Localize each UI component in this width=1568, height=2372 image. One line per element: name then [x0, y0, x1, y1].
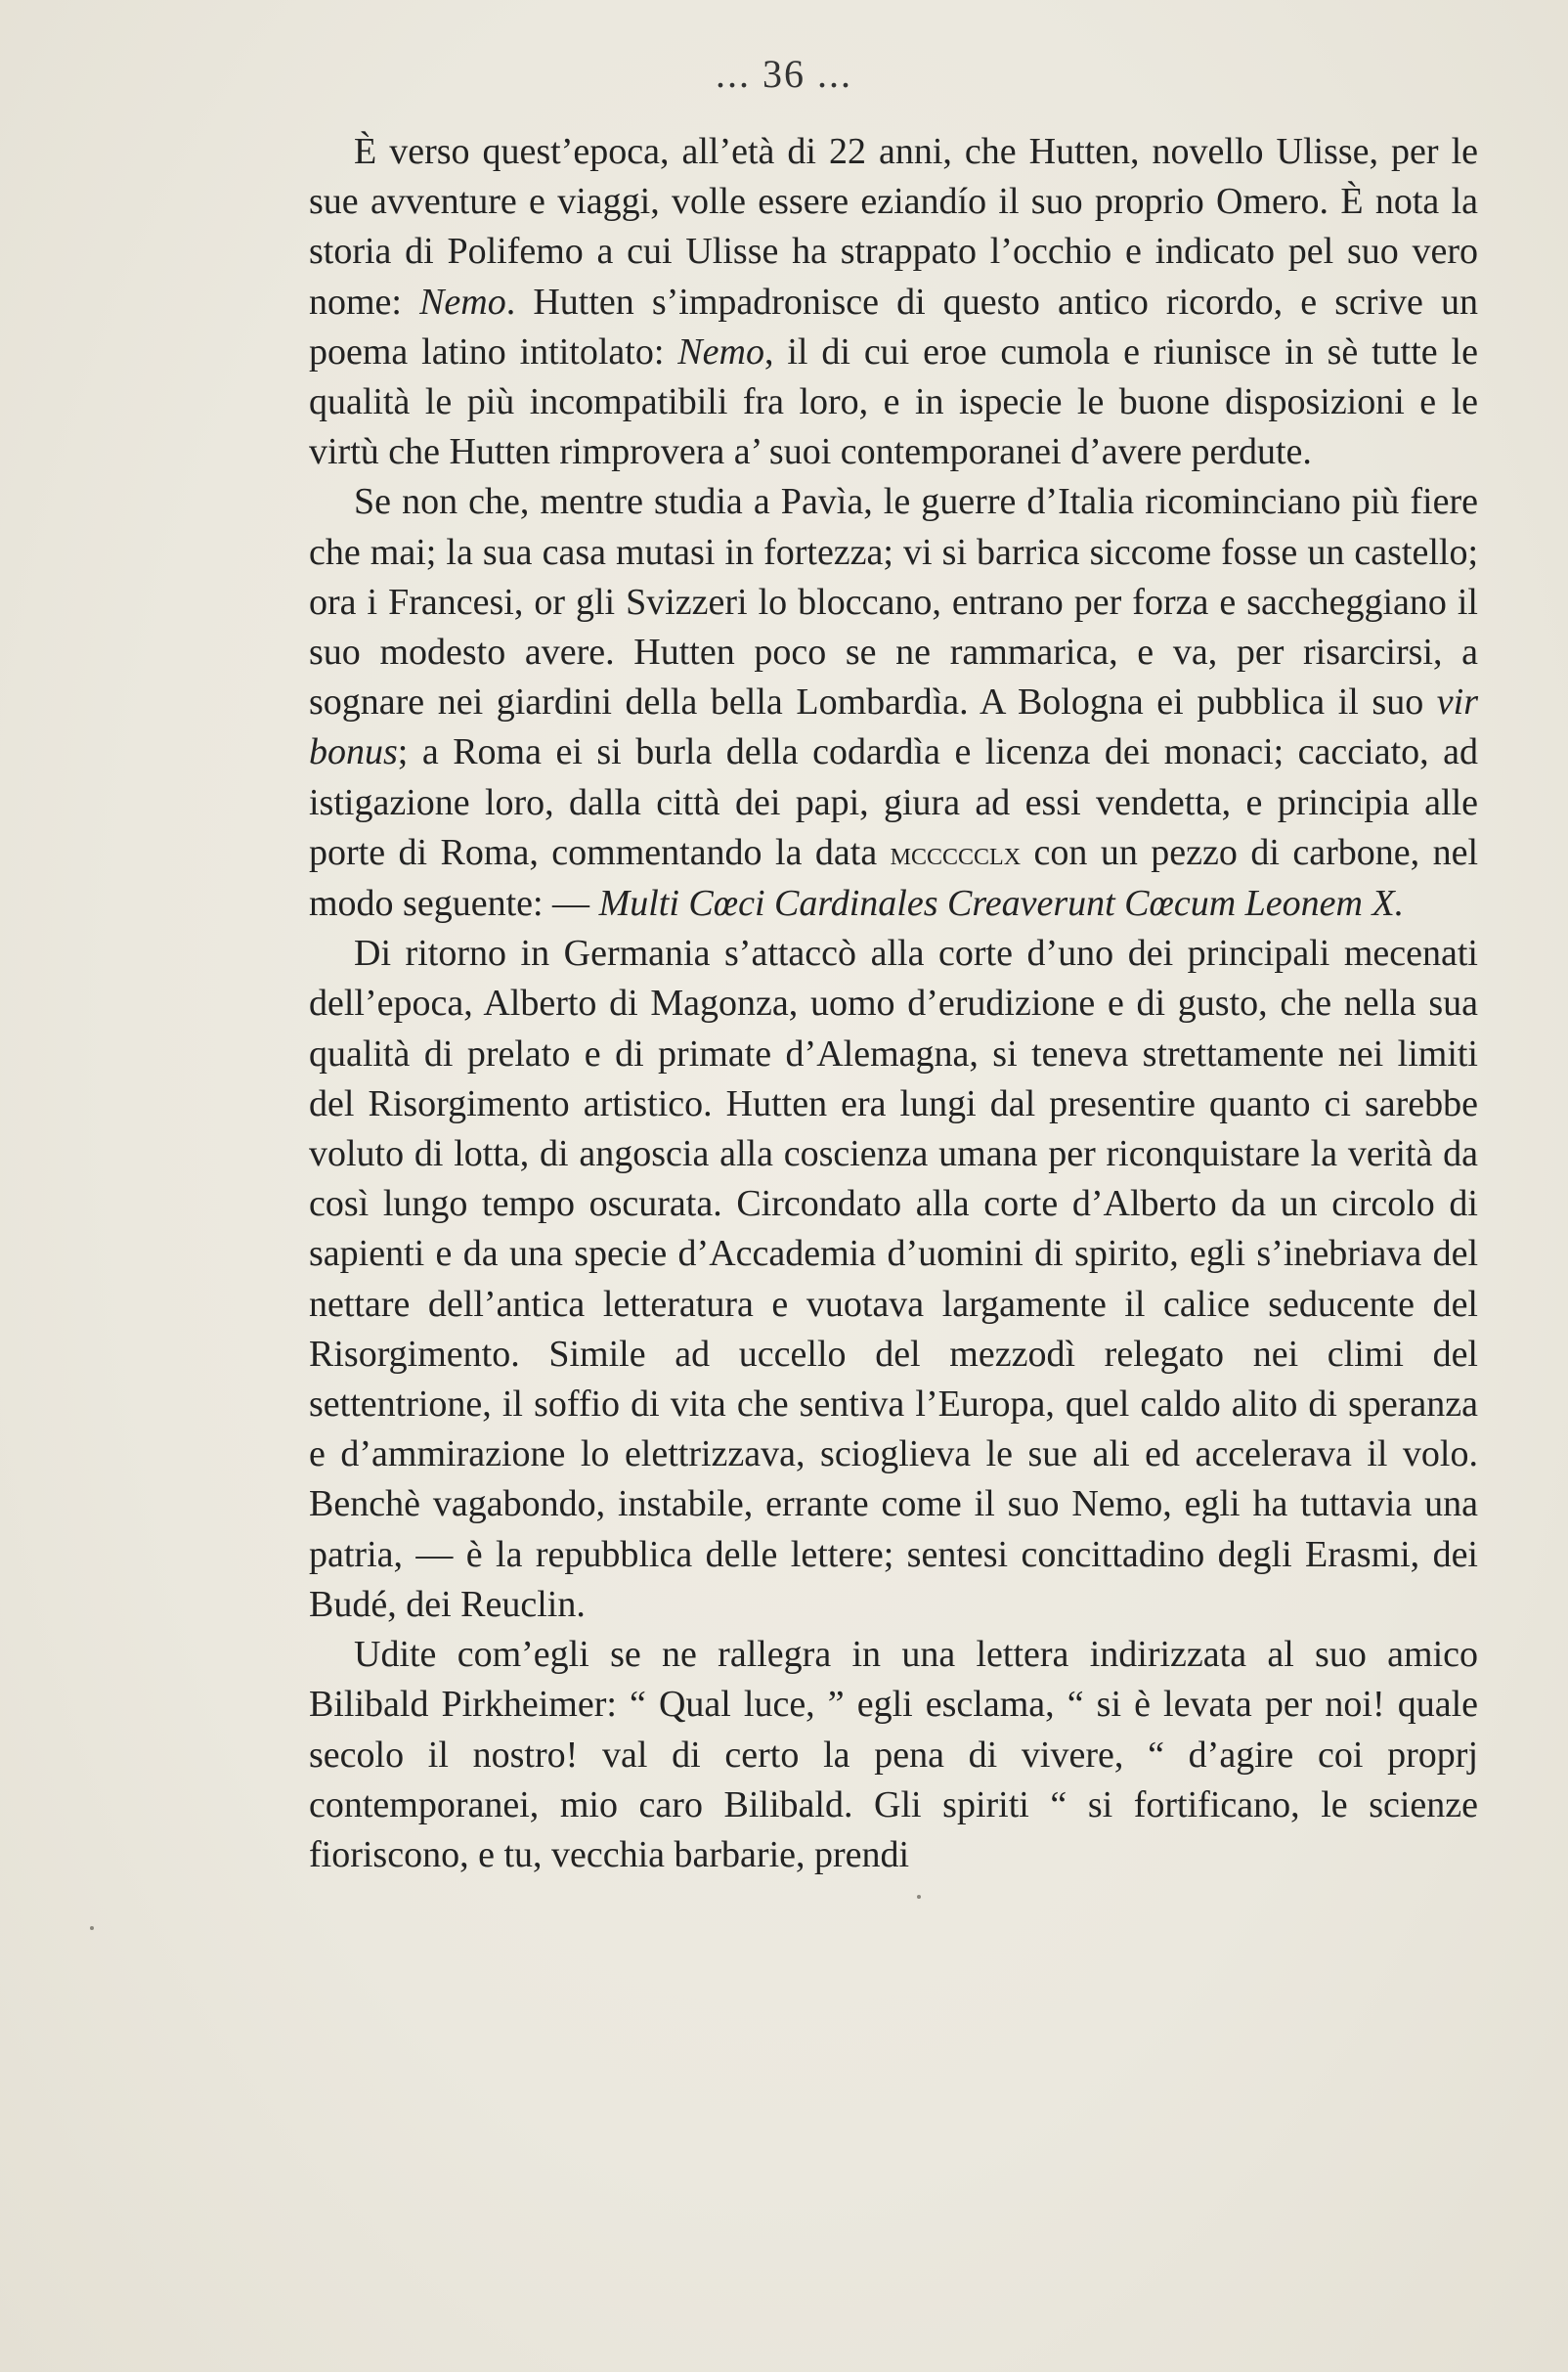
italic-text: Nemo — [419, 281, 506, 323]
paragraph — [309, 477, 1478, 929]
paper-speck — [90, 1926, 94, 1930]
italic-text: Multi Cœci Cardinales Creaverunt Cœcum Leonem X. — [598, 883, 1405, 925]
text-run: Udite com’egli se ne rallegra in una lettera indirizzata al suo amico Bilibald Pirkheimer: “ Qual luce, ” egli esclama, “ si è levata per noi! quale secolo il nostro! val di certo la pena di vivere, “ d’agire coi proprj contemporanei, mio caro Bilibald. Gli spiriti “ si fortificano, le scienze fioriscono, e tu, vecchia barbarie, prendi — [309, 1634, 1478, 1875]
page-number: ... 36 ... — [716, 52, 852, 96]
body-text — [309, 127, 1478, 1880]
text-run: ; a Roma ei si burla della codardìa e licenza dei monaci; cacciato, ad istigazione loro, dalla città dei papi, giura ad essi vendetta, e principia alle porte di Roma, commentando la data — [309, 731, 1478, 873]
paper-speck — [917, 1895, 921, 1899]
italic-text: vir bonus — [309, 681, 1478, 773]
text-run: , il di cui eroe cumola e riunisce in sè tutte le qualità le più incompatibili fra loro, e in ispecie le buone disposizioni e le virtù che Hutten rimprovera a’ suoi contemporanei d’avere perdute. — [309, 330, 1478, 473]
text-run: con un pezzo di carbone, nel modo seguente: — — [309, 831, 1478, 925]
text-run: Di ritorno in Germania s’attaccò alla corte d’uno dei principali mecenati dell’epoca, Alberto di Magonza, uomo d’erudizione e di gusto, che nella sua qualità di prelato e di primate d’Alemagna, si teneva strettamente nei limiti del Risorgimento artistico. Hutten era lungi dal presentire quanto ci sarebbe voluto di lotta, di angoscia alla coscienza umana per riconquistare la verità da così lungo tempo oscurata. Circondato alla corte d’Alberto da un circolo di sapienti e da una specie d’Accademia d’uomini di spirito, egli s’inebriava del nettare dell’antica letteratura e vuotava largamente il calice seducente del Risorgimento. Simile ad uccello del mezzodì relegato nei climi del settentrione, il soffio di vita che sentiva l’Europa, quel caldo alito di speranza e d’ammirazione lo elettrizzava, scioglieva le sue ali ed accelerava il volo. Benchè vagabondo, instabile, errante come il suo Nemo, egli ha tuttavia una patria, — è la repubblica delle lettere; sentesi concittadino degli Erasmi, dei Budé, dei Reuclin. — [309, 933, 1478, 1625]
text-run: . Hutten s’impadronisce di questo antico ricordo, e scrive un poema latino intitolato: — [309, 281, 1479, 373]
text-run: È verso quest’epoca, all’età di 22 anni, che Hutten, novello Ulisse, per le sue avventure e viaggi, volle essere eziandío il suo proprio Omero. È nota la storia di Polifemo a cui Ulisse ha strappato l’occhio e indicato pel suo vero nome: — [309, 131, 1478, 323]
paragraph — [309, 1630, 1478, 1880]
small-caps-text: mccccclx — [890, 835, 1022, 872]
text-run: Se non che, mentre studia a Pavìa, le guerre d’Italia ricominciano più fiere che mai; la sua casa mutasi in fortezza; vi si barrica siccome fosse un castello; ora i Francesi, or gli Svizzeri lo bloccano, entrano per forza e saccheggiano il suo modesto avere. Hutten poco se ne rammarica, e va, per risarcirsi, a sognare nei giardini della bella Lombardìa. A Bologna ei pubblica il suo — [309, 481, 1478, 724]
paragraph — [309, 929, 1478, 1630]
italic-text: Nemo — [677, 330, 764, 373]
paragraph — [309, 127, 1478, 477]
